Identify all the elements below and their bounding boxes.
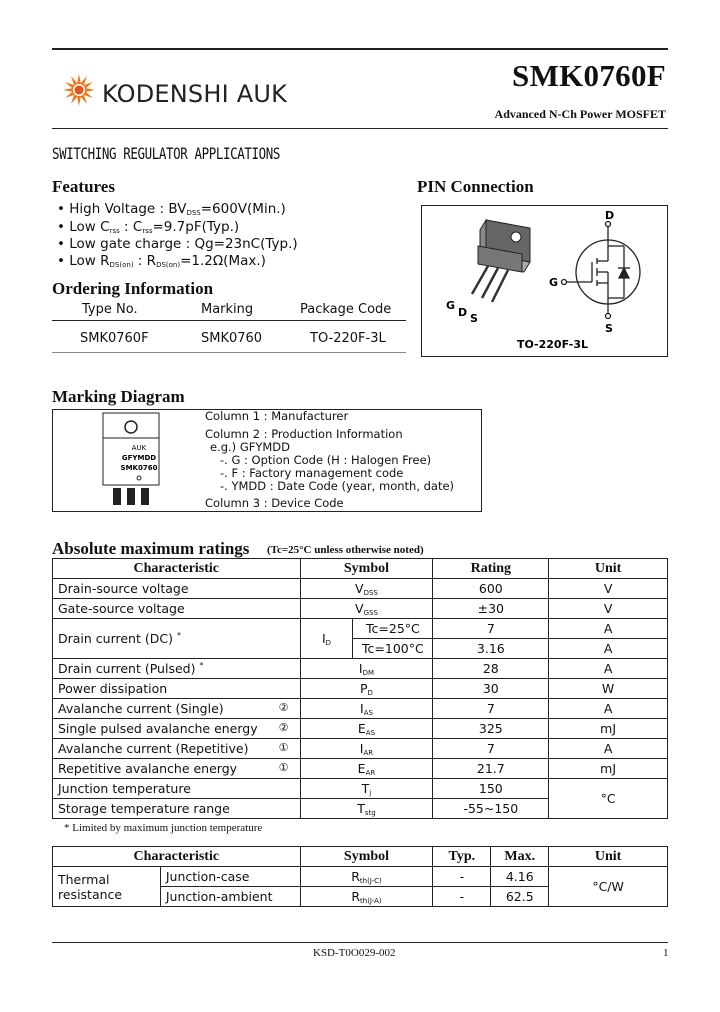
col-symbol: Symbol [300,559,433,579]
marking-line: -. G : Option Code (H : Halogen Free) [220,453,432,467]
top-rule [52,48,668,50]
chip-line-2: GFYMDD [121,454,157,462]
table-row: Junction-ambient $R_{th(J-A)}$ - 62.5 [53,887,668,907]
page-number: 1 [663,947,669,959]
col-unit: Unit [549,559,668,579]
pkg-label-d: D [458,306,468,319]
marking-line: Column 3 : Device Code [205,496,344,510]
table-row: Repetitive avalanche energy ① $E_{AR}$ 21.7 mJ [53,759,668,779]
marking-line: -. YMDD : Date Code (year, month, date) [220,479,455,493]
ordering-marking-value: SMK0760 [201,331,263,346]
marking-diagram-title: Marking Diagram [52,387,185,406]
col-rating: Rating [433,559,549,579]
chip-line-3: SMK0760 [120,464,158,472]
features-title: Features [52,177,115,196]
kodenshi-logo-icon [62,73,96,111]
package-drawing-icon [472,220,530,302]
feature-item: • Low gate charge : Qg=23nC(Typ.) [57,236,298,252]
brand-name: KODENSHI AUK [102,80,288,108]
table-row: Drain current (Pulsed) * $I_{DM}$ 28 A [53,659,668,679]
part-number: SMK0760F [512,58,666,93]
table-row: Tc=100°C 3.16 A [53,639,668,659]
pin-connection-title: PIN Connection [417,177,534,196]
table-row: Thermal resistance Junction-case $R_{th(J-C)}$ - 4.16 °C/W [53,867,668,887]
table-header-row [53,559,668,579]
header-rule [52,128,668,129]
feature-item: • High Voltage : $BV_{DSS}=600V(Min.)$ [57,201,286,217]
table-row: Single pulsed avalanche energy ② $E_{AS}$ 325 mJ [53,719,668,739]
table-header-row [53,847,668,867]
col-typ: Typ. [433,847,491,867]
package-code-label: TO-220F-3L [517,338,588,351]
ordering-package-value: TO-220F-3L [310,331,386,346]
mosfet-symbol-icon [562,222,641,319]
ordering-header-package: Package Code [300,302,392,317]
footer-rule [52,942,668,943]
table-row: Avalanche current (Repetitive) ① $I_{AR}$ 7 A [53,739,668,759]
schematic-label-d: D [605,209,615,222]
table-row: Power dissipation $P_D$ 30 W [53,679,668,699]
table-row: Drain current (DC) * $I_D$ Tc=25°C 7 A [53,619,668,639]
pin-diagram [422,206,667,356]
document-code: KSD-T0O029-002 [313,947,396,959]
feature-item: • Low $R_{DS(on)}$ : $R_{DS(on)}=1.2\Omega(Max.)$ [57,253,266,269]
ordering-rule [52,320,406,321]
table-row: Junction temperature $T_j$ 150 °C [53,779,668,799]
schematic-label-s: S [605,322,613,335]
table-row: Avalanche current (Single) ② $I_{AS}$ 7 A [53,699,668,719]
pkg-label-g: G [446,299,456,312]
ordering-bottom-rule [52,352,406,353]
pkg-label-s: S [470,312,478,325]
table-row: Storage temperature range $T_{stg}$ -55~150 [53,799,668,819]
thermal-group-label: Thermal resistance [53,867,161,907]
feature-item: • Low $C_{rss}$ : $C_{rss}=9.7pF(Typ.)$ [57,219,240,235]
part-description: Advanced N-Ch Power MOSFET [494,107,666,121]
pin-connection-box [421,205,668,357]
abs-max-condition: (Tc=25°C unless otherwise noted) [267,544,424,556]
applications-heading: SWITCHING REGULATOR APPLICATIONS [52,144,280,163]
marking-line: -. F : Factory management code [220,466,404,480]
schematic-label-g: G [549,276,559,289]
col-max: Max. [491,847,549,867]
abs-max-title: Absolute maximum ratings [52,539,250,558]
ordering-header-type: Type No. [82,302,138,317]
marking-line: e.g.) GFYMDD [210,440,291,454]
marking-line: Column 2 : Production Information [205,427,403,441]
table-row: Drain-source voltage $V_{DSS}$ 600 V [53,579,668,599]
col-characteristic: Characteristic [53,847,301,867]
ordering-header-marking: Marking [201,302,254,317]
col-unit: Unit [549,847,668,867]
table-row: Gate-source voltage $V_{GSS}$ ±30 V [53,599,668,619]
col-characteristic: Characteristic [53,559,301,579]
marking-chip-icon [53,410,193,511]
ordering-title: Ordering Information [52,279,214,298]
marking-line: Column 1 : Manufacturer [205,409,349,423]
abs-max-footnote: * Limited by maximum junction temperature [64,822,263,834]
ordering-type-value: SMK0760F [80,331,149,346]
chip-line-1: AUK [131,444,147,452]
col-symbol: Symbol [300,847,433,867]
thermal-table [52,846,668,907]
abs-max-table [52,558,668,819]
